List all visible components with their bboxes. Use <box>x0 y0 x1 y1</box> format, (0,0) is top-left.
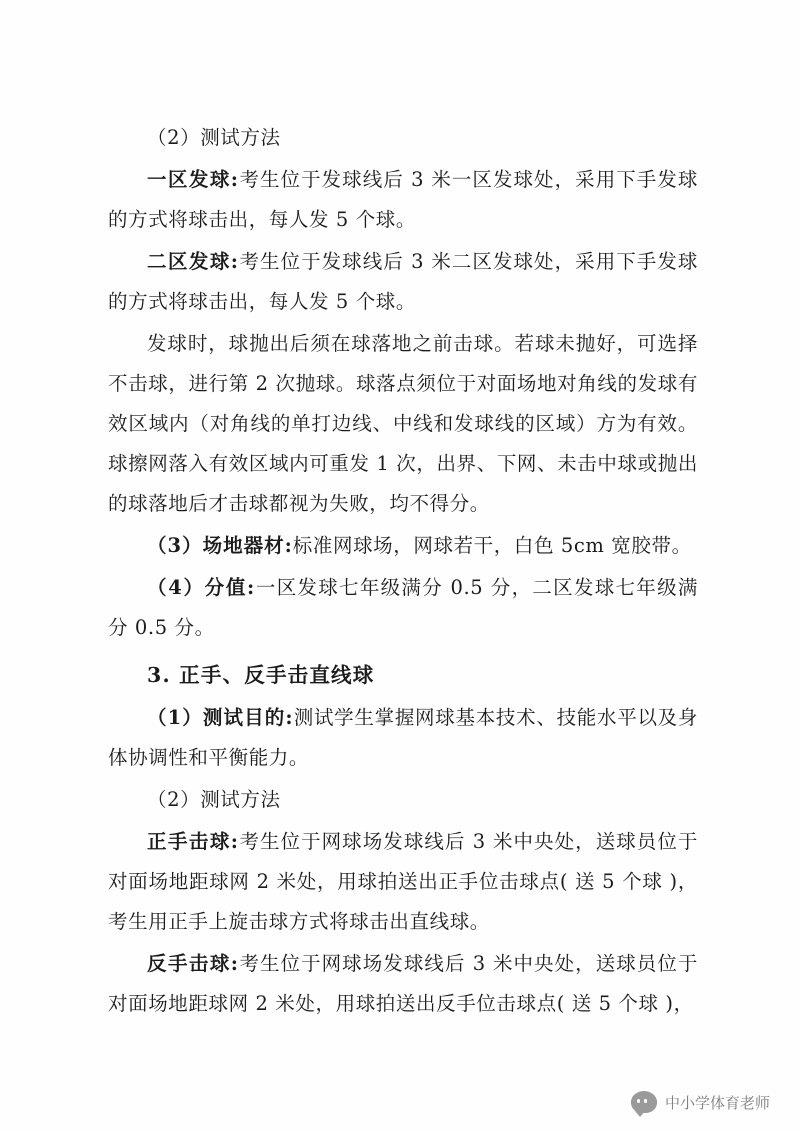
section-3-heading-text: 3. 正手、反手击直线球 <box>147 663 375 687</box>
test-purpose-paragraph <box>108 698 698 778</box>
forehand-stroke-paragraph <box>108 822 698 942</box>
test-purpose-text: 测试学生掌握网球基本技术、技能水平以及身体协调性和平衡能力。 <box>108 706 698 769</box>
footer-watermark <box>631 1091 770 1113</box>
backhand-stroke-label: 反手击球: <box>147 952 239 975</box>
score-value-text: 一区发球七年级满分 0.5 分，二区发球七年级满分 0.5 分。 <box>108 576 698 639</box>
section-2-method-heading-text: （2）测试方法 <box>147 126 281 149</box>
score-value-paragraph <box>108 568 698 648</box>
backhand-stroke-text: 考生位于网球场发球线后 3 米中央处，送球员位于对面场地距球网 2 米处，用球拍送出反手位击球点( 送 5 个球 )， <box>108 952 698 1015</box>
venue-equipment-text: 标准网球场，网球若干，白色 5cm 宽胶带。 <box>292 534 692 557</box>
serve-rules-text: 发球时，球抛出后须在球落地之前击球。若球未抛好，可选择不击球，进行第 2 次抛球。球落点须位于对面场地对角线的发球有效区域内（对角线的单打边线、中线和发球线的区域）方为有效。球擦网落入有效区域内可重发 1 次，出界、下网、未击中球或抛出的球落地后才击球都视为失败，均不得分。 <box>108 332 698 515</box>
backhand-stroke-paragraph <box>108 944 698 1024</box>
serve-rules-paragraph <box>108 324 698 524</box>
section-3-method-heading-text: （2）测试方法 <box>147 788 281 811</box>
zone-two-serve-paragraph <box>108 242 698 322</box>
venue-equipment-paragraph <box>108 526 698 566</box>
section-3-method-heading <box>108 780 698 820</box>
forehand-stroke-label: 正手击球: <box>147 830 239 853</box>
zone-one-serve-label: 一区发球: <box>147 168 239 191</box>
zone-two-serve-text: 考生位于发球线后 3 米二区发球处，采用下手发球的方式将球击出，每人发 5 个球。 <box>108 250 698 313</box>
section-2-method-heading <box>108 118 698 158</box>
document-body <box>108 118 698 1026</box>
venue-equipment-label: （3）场地器材: <box>147 534 293 557</box>
score-value-label: （4）分值: <box>147 576 256 599</box>
forehand-stroke-text: 考生位于网球场发球线后 3 米中央处，送球员位于对面场地距球网 2 米处，用球拍送出正手位击球点( 送 5 个球 )，考生用正手上旋击球方式将球击出直线球。 <box>108 830 698 933</box>
zone-one-serve-text: 考生位于发球线后 3 米一区发球处，采用下手发球的方式将球击出，每人发 5 个球。 <box>108 168 698 231</box>
section-3-heading <box>108 654 698 696</box>
footer-account-name: 中小学体育老师 <box>664 1093 770 1112</box>
zone-one-serve-paragraph <box>108 160 698 240</box>
zone-two-serve-label: 二区发球: <box>147 250 239 273</box>
test-purpose-label: （1）测试目的: <box>147 706 294 729</box>
wechat-icon <box>631 1091 657 1113</box>
